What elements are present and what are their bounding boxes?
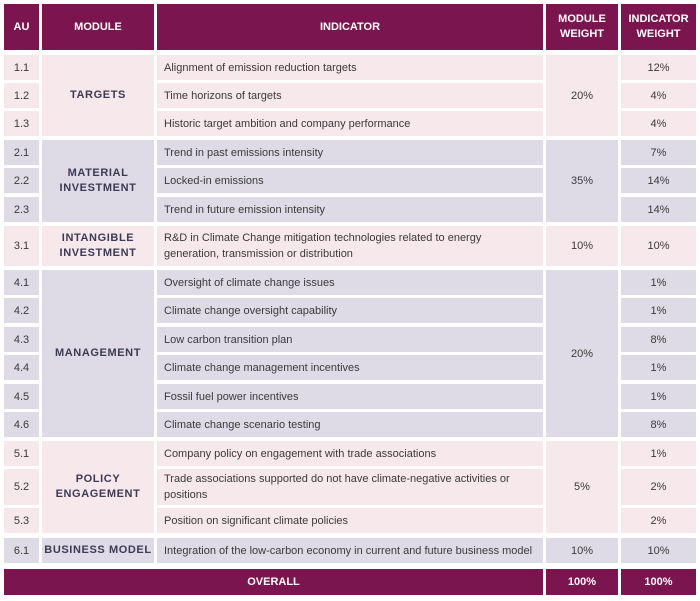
indicator-cell — [157, 83, 543, 108]
indicator-cell-text: Historic target ambition and company performance — [164, 117, 411, 130]
header-module — [42, 4, 154, 50]
au-cell — [4, 355, 39, 380]
overall-indicator-total: 100% — [644, 576, 673, 588]
overall-indicator-weight — [621, 569, 696, 595]
indicator-cell-text: Climate change scenario testing — [164, 418, 321, 431]
au-cell — [4, 111, 39, 136]
au-cell — [4, 168, 39, 193]
indicator-weight-cell-text: 10% — [647, 240, 670, 252]
indicator-weight-cell-text: 12% — [647, 61, 670, 74]
indicator-cell-text: Fossil fuel power incentives — [164, 390, 299, 403]
indicator-cell-text: Company policy on engagement with trade associations — [164, 447, 437, 460]
indicator-weight-cell — [621, 298, 696, 323]
indicator-cell — [157, 538, 543, 563]
indicator-weight-cell-text: 14% — [647, 174, 670, 187]
au-cell-text: 4.5 — [13, 390, 30, 403]
indicator-cell-text: Integration of the low-carbon economy in current and future business model — [164, 544, 533, 557]
header-indicator-label: INDICATOR — [319, 20, 381, 33]
indicator-cell — [157, 197, 543, 222]
indicator-weight-cell — [621, 270, 696, 295]
au-cell-text: 4.1 — [13, 276, 30, 289]
au-cell-text: 4.6 — [13, 418, 30, 431]
module-weight-cell-text: 20% — [570, 89, 594, 102]
indicator-weight-cell — [621, 538, 696, 563]
indicator-cell-text: Climate change management incentives — [164, 361, 360, 374]
indicator-cell — [157, 168, 543, 193]
indicator-cell — [157, 55, 543, 80]
indicator-cell — [157, 412, 543, 437]
indicator-weight-cell-text: 7% — [650, 146, 667, 159]
indicator-cell-text: Locked-in emissions — [164, 174, 264, 187]
au-cell — [4, 83, 39, 108]
au-cell-text: 1.3 — [13, 117, 30, 130]
indicator-cell-text: Trend in future emission intensity — [164, 203, 325, 216]
indicator-cell-text: Oversight of climate change issues — [164, 276, 335, 289]
indicator-weight-cell — [621, 226, 696, 266]
header-module-weight — [546, 4, 618, 50]
au-cell-text: 4.2 — [13, 304, 30, 317]
module-weight-cell — [546, 270, 618, 437]
au-cell-text: 5.2 — [13, 481, 30, 493]
indicator-cell-text: Alignment of emission reduction targets — [164, 61, 357, 74]
header-module-label: MODULE — [74, 20, 122, 33]
indicator-cell — [157, 355, 543, 380]
indicator-weight-cell — [621, 508, 696, 533]
module-cell — [42, 270, 154, 437]
module-cell-text: INTANGIBLE INVESTMENT — [59, 232, 137, 259]
indicator-cell — [157, 298, 543, 323]
module-weight-cell-text: 5% — [574, 481, 590, 493]
indicator-weight-cell-text: 4% — [650, 117, 667, 130]
indicator-weight-cell-text: 1% — [650, 276, 667, 289]
module-weight-cell-text: 10% — [570, 240, 594, 252]
indicator-cell — [157, 469, 543, 505]
header-module-weight-label: MODULE WEIGHT — [558, 13, 606, 40]
indicator-cell — [157, 327, 543, 352]
indicator-weight-cell — [621, 412, 696, 437]
indicator-weight-cell — [621, 441, 696, 466]
indicator-cell — [157, 226, 543, 266]
au-cell-text: 2.2 — [13, 174, 30, 187]
indicator-weight-cell-text: 2% — [650, 481, 667, 493]
indicator-cell-text: Climate change oversight capability — [164, 304, 338, 317]
module-cell — [42, 441, 154, 533]
indicator-cell-text: Low carbon transition plan — [164, 333, 293, 346]
au-cell — [4, 384, 39, 409]
module-weight-cell-text: 20% — [570, 347, 594, 360]
indicator-weight-cell — [621, 140, 696, 165]
au-cell — [4, 327, 39, 352]
au-cell-text: 3.1 — [13, 240, 30, 252]
module-cell-text: MATERIAL INVESTMENT — [59, 167, 137, 194]
indicator-weight-cell-text: 8% — [650, 333, 667, 346]
indicator-cell — [157, 441, 543, 466]
indicator-weight-cell-text: 8% — [650, 418, 667, 431]
overall-module-total: 100% — [567, 576, 597, 588]
au-cell-text: 5.3 — [13, 514, 30, 527]
header-indicator-weight — [621, 4, 696, 50]
indicator-cell-text: Position on significant climate policies — [164, 514, 349, 527]
indicator-weight-cell — [621, 111, 696, 136]
indicator-cell-text: Time horizons of targets — [164, 89, 282, 102]
module-weight-cell-text: 35% — [570, 175, 594, 187]
module-cell — [42, 538, 154, 563]
header-indicator — [157, 4, 543, 50]
au-cell-text: 2.1 — [13, 146, 30, 159]
module-cell-text: TARGETS — [70, 89, 126, 101]
module-cell-text: MANAGEMENT — [54, 347, 142, 359]
indicator-weight-cell — [621, 327, 696, 352]
au-cell — [4, 270, 39, 295]
indicator-weight-cell-text: 1% — [650, 361, 667, 374]
indicator-cell — [157, 270, 543, 295]
indicator-cell-text: Trend in past emissions intensity — [164, 146, 324, 159]
au-cell-text: 5.1 — [13, 447, 30, 460]
au-cell-text: 4.4 — [13, 361, 30, 374]
overall-module-weight — [546, 569, 618, 595]
overall-label: OVERALL — [247, 576, 300, 588]
indicator-weight-cell-text: 1% — [650, 390, 667, 403]
indicator-weight-cell-text: 10% — [647, 544, 670, 557]
indicator-weight-cell — [621, 197, 696, 222]
indicator-weight-cell-text: 2% — [650, 514, 667, 527]
au-cell-text: 2.3 — [13, 203, 30, 216]
au-cell — [4, 469, 39, 505]
indicator-weight-cell — [621, 83, 696, 108]
module-weight-cell — [546, 140, 618, 222]
au-cell — [4, 412, 39, 437]
indicator-cell — [157, 384, 543, 409]
header-au — [4, 4, 39, 50]
module-weight-cell — [546, 538, 618, 563]
module-weight-cell — [546, 226, 618, 266]
indicator-cell-text: Trade associations supported do not have climate-negative activities or positions — [164, 473, 510, 501]
module-cell — [42, 140, 154, 222]
indicator-weight-cell-text: 1% — [650, 447, 667, 460]
indicator-weight-cell — [621, 355, 696, 380]
indicator-cell — [157, 111, 543, 136]
au-cell-text: 4.3 — [13, 333, 30, 346]
module-weight-cell — [546, 441, 618, 533]
au-cell — [4, 140, 39, 165]
indicator-weight-cell — [621, 469, 696, 505]
au-cell — [4, 441, 39, 466]
module-weight-cell — [546, 55, 618, 136]
module-cell — [42, 55, 154, 136]
au-cell — [4, 508, 39, 533]
indicator-cell — [157, 140, 543, 165]
indicator-weight-cell-text: 14% — [647, 203, 670, 216]
au-cell-text: 1.1 — [13, 61, 30, 74]
indicator-weight-cell-text: 1% — [650, 304, 667, 317]
header-au-label: AU — [13, 20, 30, 33]
indicator-weight-cell — [621, 55, 696, 80]
au-cell — [4, 55, 39, 80]
module-cell — [42, 226, 154, 266]
au-cell — [4, 538, 39, 563]
au-cell — [4, 197, 39, 222]
au-cell-text: 1.2 — [13, 89, 30, 102]
au-cell-text: 6.1 — [13, 544, 30, 557]
module-cell-text: BUSINESS MODEL — [44, 544, 152, 556]
overall-row-label — [4, 569, 543, 595]
header-indicator-weight-label: INDICATOR WEIGHT — [628, 13, 689, 40]
module-cell-text: POLICY ENGAGEMENT — [55, 473, 141, 500]
indicator-weight-cell-text: 4% — [650, 89, 667, 102]
au-cell — [4, 298, 39, 323]
module-weight-cell-text: 10% — [570, 544, 594, 557]
indicator-weight-cell — [621, 168, 696, 193]
au-cell — [4, 226, 39, 266]
indicator-cell — [157, 508, 543, 533]
indicator-weight-cell — [621, 384, 696, 409]
indicator-cell-text: R&D in Climate Change mitigation technologies related to energy generation, transmission or distribution — [164, 232, 482, 260]
